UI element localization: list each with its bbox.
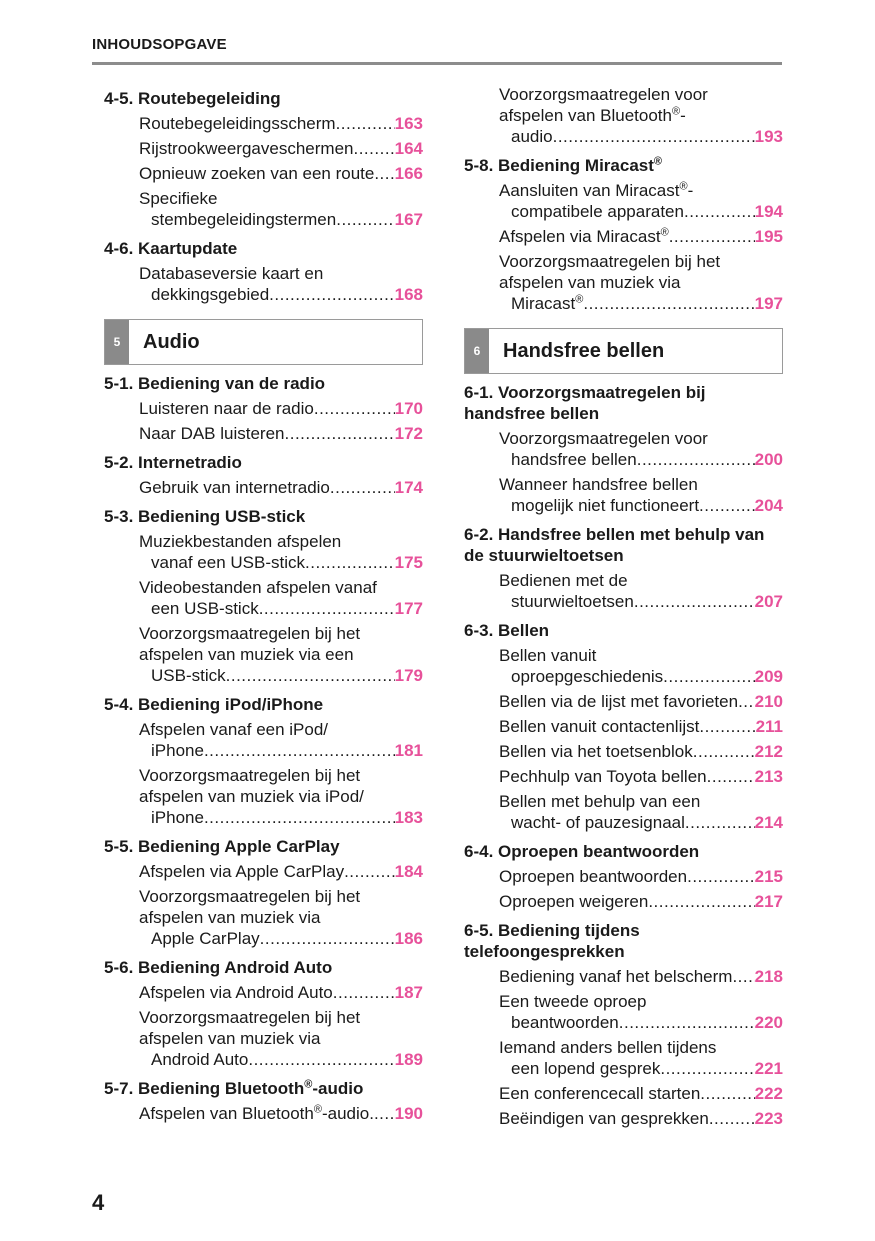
entry-text-line: mogelijk niet functioneert	[511, 496, 700, 515]
entry-text-line: Bedienen met de	[499, 571, 628, 590]
toc-section-heading[interactable]	[464, 620, 783, 641]
section-heading-line: telefoongesprekken	[464, 942, 625, 961]
toc-entry[interactable]	[464, 251, 783, 314]
dot-leader	[660, 1058, 754, 1079]
toc-section-heading[interactable]	[104, 452, 423, 473]
toc-section-heading[interactable]	[104, 238, 423, 259]
toc-entry[interactable]	[464, 791, 783, 833]
entry-last-line	[139, 209, 423, 230]
page-reference[interactable]: 204	[754, 496, 783, 515]
page-reference[interactable]: 195	[754, 227, 783, 246]
entry-text-line: Aansluiten van Miracast®-	[499, 180, 694, 200]
entry-text-line: Gebruik van internetradio	[139, 478, 330, 497]
dot-leader	[685, 812, 755, 833]
entry-text-line: Opnieuw zoeken van een route	[139, 164, 375, 183]
entry-text-line: Databaseversie kaart en	[139, 264, 324, 283]
entry-text-line: Bellen via de lijst met favorieten	[499, 692, 739, 711]
toc-entry[interactable]	[464, 991, 783, 1033]
entry-text-line: een USB-stick	[151, 599, 259, 618]
entry-text-line: Android Auto	[151, 1050, 249, 1069]
entry-last-line	[499, 1083, 783, 1104]
page-reference[interactable]: 223	[754, 1109, 783, 1128]
toc-entry[interactable]	[464, 716, 783, 737]
entry-last-line	[499, 495, 783, 516]
page-reference[interactable]: 170	[394, 399, 423, 418]
section-heading-line: de stuurwieltoetsen	[464, 546, 624, 565]
entry-last-line	[139, 740, 423, 761]
entry-text-line: compatibele apparaten	[511, 202, 684, 221]
entry-text-line: Voorzorgsmaatregelen bij het	[139, 624, 361, 643]
entry-text-line: audio	[511, 127, 553, 146]
entry-text-line: Afspelen vanaf een iPod/	[139, 720, 329, 739]
entry-last-line	[499, 293, 783, 314]
page-reference[interactable]: 222	[754, 1084, 783, 1103]
page-reference[interactable]: 186	[394, 929, 423, 948]
entry-text-line: afspelen van Bluetooth®-	[499, 105, 686, 125]
entry-text-line: afspelen van muziek via	[499, 273, 681, 292]
toc-entry[interactable]	[464, 84, 783, 147]
page-header-title: INHOUDSOPGAVE	[92, 36, 227, 53]
entry-text-line: oproepgeschiedenis	[511, 667, 664, 686]
entry-text-line: Naar DAB luisteren	[139, 424, 285, 443]
toc-entry[interactable]	[464, 891, 783, 912]
toc-entry[interactable]	[104, 861, 423, 882]
dot-leader	[330, 477, 395, 498]
toc-section-heading[interactable]	[104, 88, 423, 109]
entry-text-line: afspelen van muziek via een	[139, 645, 354, 664]
section-heading-line: 6-5. Bediening tijdens	[464, 921, 640, 940]
toc-entry[interactable]	[104, 886, 423, 949]
entry-last-line	[139, 477, 423, 498]
toc-entry[interactable]	[104, 138, 423, 159]
entry-last-line	[499, 201, 783, 222]
dot-leader	[374, 163, 394, 184]
section-heading-line: 6-3. Bellen	[464, 621, 550, 640]
page-reference[interactable]: 209	[754, 667, 783, 686]
entry-last-line	[499, 1058, 783, 1079]
page-reference[interactable]: 179	[394, 666, 423, 685]
toc-entry[interactable]	[104, 423, 423, 444]
entry-last-line	[139, 861, 423, 882]
entry-last-line	[139, 163, 423, 184]
toc-section-heading[interactable]	[104, 957, 423, 978]
dot-leader	[707, 766, 755, 787]
section-heading-line: 5-1. Bediening van de radio	[104, 374, 326, 393]
toc-entry[interactable]	[104, 982, 423, 1003]
toc-entry[interactable]	[464, 645, 783, 687]
toc-entry[interactable]	[104, 531, 423, 573]
dot-leader	[738, 691, 755, 712]
toc-entry[interactable]	[464, 428, 783, 470]
section-heading-line: 5-2. Internetradio	[104, 453, 242, 472]
section-heading-line: 5-3. Bediening USB-stick	[104, 507, 306, 526]
entry-text-line: afspelen van muziek via	[139, 908, 321, 927]
dot-leader	[553, 126, 755, 147]
page-reference[interactable]: 184	[394, 862, 423, 881]
entry-text-line: een lopend gesprek	[511, 1059, 661, 1078]
section-heading-line: 5-8. Bediening Miracast®	[464, 155, 662, 175]
entry-text-line: stembegeleidingstermen	[151, 210, 337, 229]
page-reference[interactable]: 210	[754, 692, 783, 711]
chapter-header	[464, 328, 783, 374]
entry-text-line: Wanneer handsfree bellen	[499, 475, 698, 494]
header-divider	[92, 62, 782, 65]
page-reference[interactable]: 213	[754, 767, 783, 786]
dot-leader	[699, 716, 755, 737]
dot-leader	[269, 284, 394, 305]
dot-leader	[204, 807, 395, 828]
entry-last-line	[139, 113, 423, 134]
toc-section-heading[interactable]	[104, 694, 423, 715]
entry-text-line: stuurwieltoetsen	[511, 592, 634, 611]
page-reference[interactable]: 200	[754, 450, 783, 469]
entry-text-line: vanaf een USB-stick	[151, 553, 306, 572]
page-reference[interactable]: 175	[394, 553, 423, 572]
page-reference[interactable]: 212	[754, 742, 783, 761]
entry-text-line: Voorzorgsmaatregelen bij het	[499, 252, 721, 271]
page-reference[interactable]: 211	[755, 717, 783, 736]
entry-last-line	[499, 741, 783, 762]
entry-text-line: Oproepen weigeren	[499, 892, 649, 911]
toc-entry[interactable]	[464, 474, 783, 516]
dot-leader	[314, 398, 395, 419]
dot-leader	[709, 1108, 755, 1129]
page-reference[interactable]: 215	[754, 867, 783, 886]
section-heading-line: 5-6. Bediening Android Auto	[104, 958, 333, 977]
entry-text-line: Specifieke	[139, 189, 218, 208]
toc-section-heading[interactable]	[104, 373, 423, 394]
toc-section-heading[interactable]	[104, 1078, 423, 1099]
toc-entry[interactable]	[104, 263, 423, 305]
entry-text-line: Bediening vanaf het belscherm	[499, 967, 733, 986]
page-number: 4	[92, 1190, 105, 1215]
page-reference[interactable]: 187	[394, 983, 423, 1002]
toc-entry[interactable]	[464, 226, 783, 247]
dot-leader	[700, 1083, 754, 1104]
toc-entry[interactable]	[104, 113, 423, 134]
entry-text-line: wacht- of pauzesignaal	[511, 813, 685, 832]
entry-text-line: iPhone	[151, 808, 204, 827]
dot-leader	[583, 293, 754, 314]
entry-text-line: Voorzorgsmaatregelen bij het	[139, 887, 361, 906]
dot-leader	[336, 209, 394, 230]
toc-entry[interactable]	[104, 398, 423, 419]
entry-text-line: Voorzorgsmaatregelen bij het	[139, 1008, 361, 1027]
entry-last-line	[139, 982, 423, 1003]
dot-leader	[260, 928, 395, 949]
dot-leader	[333, 982, 395, 1003]
toc-entry[interactable]	[464, 741, 783, 762]
entry-last-line	[499, 126, 783, 147]
entry-text-line: Luisteren naar de radio	[139, 399, 314, 418]
section-heading-line: handsfree bellen	[464, 404, 600, 423]
entry-text-line: Voorzorgsmaatregelen bij het	[139, 766, 361, 785]
page-reference[interactable]: 177	[394, 599, 423, 618]
entry-text-line: Bellen met behulp van een	[499, 792, 701, 811]
entry-text-line: Voorzorgsmaatregelen voor	[499, 429, 708, 448]
entry-text-line: handsfree bellen	[511, 450, 637, 469]
page-reference[interactable]: 214	[754, 813, 783, 832]
toc-entry[interactable]	[464, 1083, 783, 1104]
dot-leader	[305, 552, 395, 573]
page-reference[interactable]: 217	[754, 892, 783, 911]
dot-leader	[336, 113, 395, 134]
entry-last-line	[499, 1108, 783, 1129]
entry-text-line: Bellen vanuit contactenlijst	[499, 717, 700, 736]
entry-last-line	[139, 665, 423, 686]
page-reference[interactable]: 207	[754, 592, 783, 611]
chapter-header	[104, 319, 423, 365]
toc-right-column	[464, 80, 783, 1129]
toc-entry[interactable]	[464, 1037, 783, 1079]
section-heading-line: 4-5. Routebegeleiding	[104, 89, 281, 108]
dot-leader	[699, 495, 755, 516]
page-reference[interactable]: 197	[754, 294, 783, 313]
dot-leader	[374, 1103, 395, 1124]
entry-last-line	[499, 891, 783, 912]
entry-text-line: afspelen van muziek via	[139, 1029, 321, 1048]
entry-text-line: Een conferencecall starten	[499, 1084, 701, 1103]
entry-last-line	[139, 1103, 423, 1124]
entry-last-line	[499, 716, 783, 737]
entry-last-line	[139, 284, 423, 305]
entry-last-line	[499, 966, 783, 987]
toc-entry[interactable]	[464, 691, 783, 712]
page-reference[interactable]: 189	[394, 1050, 423, 1069]
entry-text-line: Rijstrookweergaveschermen	[139, 139, 354, 158]
section-heading-line: 5-7. Bediening Bluetooth®-audio	[104, 1078, 364, 1098]
entry-text-line: Pechhulp van Toyota bellen	[499, 767, 707, 786]
page-reference[interactable]: 168	[394, 285, 423, 304]
toc-entry[interactable]	[464, 866, 783, 887]
page-reference[interactable]: 164	[394, 139, 423, 158]
entry-text-line: beantwoorden	[511, 1013, 619, 1032]
entry-text-line: Apple CarPlay	[151, 929, 260, 948]
dot-leader	[687, 866, 755, 887]
toc-section-heading[interactable]	[464, 382, 783, 424]
entry-text-line: Bellen via het toetsenblok	[499, 742, 693, 761]
toc-entry[interactable]	[464, 570, 783, 612]
dot-leader	[248, 1049, 394, 1070]
section-heading-line: 6-1. Voorzorgsmaatregelen bij	[464, 383, 706, 402]
toc-entry[interactable]	[464, 966, 783, 987]
entry-text-line: Een tweede oproep	[499, 992, 647, 1011]
entry-text-line: Voorzorgsmaatregelen voor	[499, 85, 708, 104]
section-heading-line: 6-2. Handsfree bellen met behulp van	[464, 525, 765, 544]
chapter-title: Handsfree bellen	[503, 339, 665, 362]
entry-text-line: Oproepen beantwoorden	[499, 867, 688, 886]
entry-text-line: Muziekbestanden afspelen	[139, 532, 342, 551]
dot-leader	[353, 138, 394, 159]
toc-entry[interactable]	[464, 180, 783, 222]
page-reference[interactable]: 190	[394, 1104, 423, 1123]
toc-section-heading[interactable]	[464, 155, 783, 176]
toc-section-heading[interactable]	[464, 920, 783, 962]
chapter-number: 6	[465, 329, 489, 373]
chapter-title: Audio	[143, 330, 200, 353]
dot-leader	[344, 861, 395, 882]
toc-entry[interactable]	[104, 765, 423, 828]
dot-leader	[732, 966, 754, 987]
dot-leader	[663, 666, 754, 687]
section-heading-line: 5-4. Bediening iPod/iPhone	[104, 695, 324, 714]
entry-last-line	[139, 928, 423, 949]
entry-text-line: Iemand anders bellen tijdens	[499, 1038, 717, 1057]
toc-entry[interactable]	[104, 719, 423, 761]
dot-leader	[204, 740, 395, 761]
toc-entry[interactable]	[104, 1007, 423, 1070]
section-heading-line: 6-4. Oproepen beantwoorden	[464, 842, 700, 861]
toc-section-heading[interactable]	[464, 841, 783, 862]
toc-section-heading[interactable]	[464, 524, 783, 566]
entry-text-line: USB-stick	[151, 666, 226, 685]
toc-section-heading[interactable]	[104, 506, 423, 527]
page-reference[interactable]: 166	[394, 164, 423, 183]
dot-leader	[259, 598, 395, 619]
page-reference[interactable]: 220	[754, 1013, 783, 1032]
entry-last-line	[139, 598, 423, 619]
entry-text-line: Miracast®	[511, 293, 584, 313]
entry-last-line	[139, 552, 423, 573]
page-reference[interactable]: 194	[754, 202, 783, 221]
chapter-number: 5	[105, 320, 129, 364]
entry-text-line: Afspelen via Apple CarPlay	[139, 862, 345, 881]
page-reference[interactable]: 221	[754, 1059, 783, 1078]
entry-last-line	[499, 1012, 783, 1033]
page-reference[interactable]: 193	[754, 127, 783, 146]
dot-leader	[648, 891, 754, 912]
toc-entry[interactable]	[104, 1103, 423, 1124]
dot-leader	[693, 741, 755, 762]
dot-leader	[684, 201, 755, 222]
dot-leader	[634, 591, 755, 612]
page-reference[interactable]: 172	[394, 424, 423, 443]
dot-leader	[669, 226, 755, 247]
entry-text-line: Beëindigen van gesprekken	[499, 1109, 709, 1128]
page-reference[interactable]: 181	[394, 741, 423, 760]
dot-leader	[619, 1012, 755, 1033]
entry-text-line: dekkingsgebied	[151, 285, 270, 304]
entry-last-line	[499, 766, 783, 787]
entry-last-line	[139, 1049, 423, 1070]
entry-text-line: afspelen van muziek via iPod/	[139, 787, 364, 806]
entry-text-line: Bellen vanuit	[499, 646, 597, 665]
entry-text-line: iPhone	[151, 741, 204, 760]
entry-last-line	[139, 807, 423, 828]
section-heading-line: 5-5. Bediening Apple CarPlay	[104, 837, 340, 856]
entry-text-line: Routebegeleidingsscherm	[139, 114, 336, 133]
toc-entry[interactable]	[104, 163, 423, 184]
entry-last-line	[499, 812, 783, 833]
toc-entry[interactable]	[104, 577, 423, 619]
entry-last-line	[499, 226, 783, 247]
toc-entry[interactable]	[464, 766, 783, 787]
toc-entry[interactable]	[104, 477, 423, 498]
entry-text-line: Videobestanden afspelen vanaf	[139, 578, 377, 597]
toc-entry[interactable]	[104, 188, 423, 230]
page-reference[interactable]: 163	[394, 114, 423, 133]
page-reference[interactable]: 174	[394, 478, 423, 497]
dot-leader	[637, 449, 755, 470]
entry-last-line	[499, 449, 783, 470]
entry-last-line	[139, 138, 423, 159]
toc-left-column	[104, 80, 423, 1124]
entry-text-line: Afspelen via Miracast®	[499, 226, 669, 246]
page-reference[interactable]: 218	[754, 967, 783, 986]
entry-text-line: Afspelen via Android Auto	[139, 983, 333, 1002]
page-reference[interactable]: 167	[394, 210, 423, 229]
dot-leader	[285, 423, 395, 444]
entry-last-line	[499, 691, 783, 712]
page-reference[interactable]: 183	[394, 808, 423, 827]
toc-entry[interactable]	[464, 1108, 783, 1129]
dot-leader	[226, 665, 395, 686]
toc-entry[interactable]	[104, 623, 423, 686]
entry-last-line	[139, 398, 423, 419]
entry-text-line: Afspelen van Bluetooth®-audio.	[139, 1103, 374, 1123]
toc-section-heading[interactable]	[104, 836, 423, 857]
entry-last-line	[139, 423, 423, 444]
entry-last-line	[499, 666, 783, 687]
entry-last-line	[499, 591, 783, 612]
section-heading-line: 4-6. Kaartupdate	[104, 239, 238, 258]
entry-last-line	[499, 866, 783, 887]
